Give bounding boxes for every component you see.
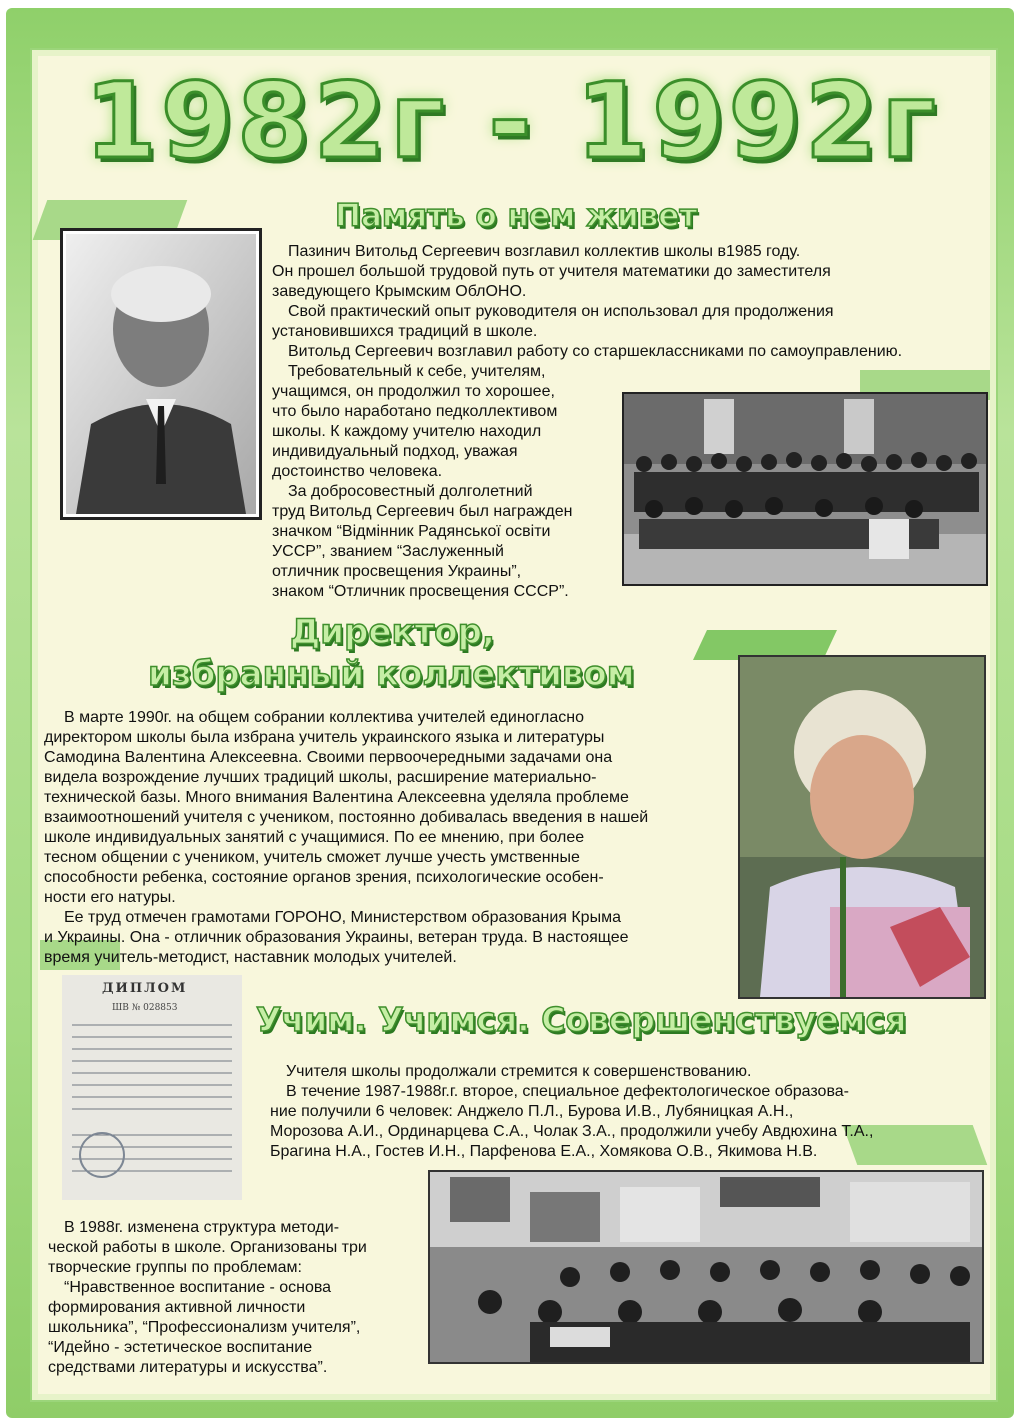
page-title: 1982г - 1992г xyxy=(84,60,940,182)
paragraph: Требовательный к себе, учителям, xyxy=(288,363,546,380)
paragraph: и Украины. Она - отличник образования Украины, ветеран труда. В настоящее xyxy=(44,929,629,946)
paragraph: значком “Відмінник Радянської освіти xyxy=(272,523,551,540)
paragraph: Витольд Сергеевич возглавил работу со старшеклассниками по самоуправлению. xyxy=(288,343,903,360)
paragraph: директором школы была избрана учитель украинского языка и литературы xyxy=(44,729,605,746)
paragraph: Самодина Валентина Алексеевна. Своими первоочередными задачами она xyxy=(44,749,613,766)
section1-text-narrow xyxy=(272,362,617,602)
paragraph: творческие группы по проблемам: xyxy=(48,1259,302,1276)
paragraph: индивидуальный подход, уважая xyxy=(272,443,518,460)
section2-heading-line2: избранный коллективом xyxy=(148,654,635,694)
diploma-image xyxy=(62,975,242,1200)
paragraph: “Идейно - эстетическое воспитание xyxy=(48,1339,313,1356)
paragraph: знаком “Отличник просвещения СССР”. xyxy=(272,583,569,600)
section3-text-top xyxy=(270,1062,980,1162)
paragraph: Морозова А.И., Ординарцева С.А., Чолак З.А., продолжили учебу Авдюхина Т.А., xyxy=(270,1123,874,1140)
section2-text xyxy=(44,708,734,968)
section3-heading: Учим. Учимся. Совершенствуемся xyxy=(256,1000,907,1039)
paragraph: Ее труд отмечен грамотами ГОРОНО, Министерством образования Крыма xyxy=(64,909,621,926)
paragraph: тесном общении с учеником, учитель сможет лучше учесть умственные xyxy=(44,849,580,866)
paragraph: школе индивидуальных занятий с учащимися. По ее мнению, при более xyxy=(44,829,585,846)
paragraph: способности ребенка, состояние органов зрения, психологические особен- xyxy=(44,869,604,886)
paragraph: что было наработано педколлективом xyxy=(272,403,558,420)
paragraph: учащимся, он продолжил то хорошее, xyxy=(272,383,555,400)
section2-heading-line1: Директор, xyxy=(290,612,495,652)
paragraph: Брагина Н.А., Гостев И.Н., Парфенова Е.А., Хомякова О.В., Якимова Н.В. xyxy=(270,1143,818,1160)
classroom-photo xyxy=(428,1170,984,1364)
paragraph: В марте 1990г. на общем собрании коллектива учителей единогласно xyxy=(64,709,585,726)
paragraph: взаимоотношений учителя с учеником, постоянно добивалась введения в нашей xyxy=(44,809,649,826)
paragraph: Пазинич Витольд Сергеевич возглавил коллектив школы в1985 году. xyxy=(288,243,801,260)
section1-heading: Память о нем живет xyxy=(335,198,698,234)
paragraph: установившихся традиций в школе. xyxy=(272,323,538,340)
portrait-photo-woman xyxy=(738,655,986,999)
paragraph: технической базы. Много внимания Валентина Алексеевна уделяла проблеме xyxy=(44,789,629,806)
paragraph: В течение 1987-1988г.г. второе, специальное дефектологическое образова- xyxy=(286,1083,849,1100)
paragraph: В 1988г. изменена структура методи- xyxy=(64,1219,340,1236)
diploma-number: ШВ № 028853 xyxy=(112,1003,178,1013)
paragraph: За добросовестный долголетний xyxy=(288,483,533,500)
paragraph: видела возрождение лучших традиций школы, расширение материально- xyxy=(44,769,597,786)
paragraph: отличник просвещения Украины”, xyxy=(272,563,522,580)
paragraph: Свой практический опыт руководителя он использовал для продолжения xyxy=(288,303,834,320)
paragraph: школы. К каждому учителю находил xyxy=(272,423,542,440)
paragraph: время учитель-методист, наставник молодых учителей. xyxy=(44,949,457,966)
paragraph: труд Витольд Сергеевич был награжден xyxy=(272,503,573,520)
paragraph: ние получили 6 человек: Анджело П.Л., Бурова И.В., Лубяницкая А.Н., xyxy=(270,1103,794,1120)
paragraph: ческой работы в школе. Организованы три xyxy=(48,1239,367,1256)
paragraph: Он прошел большой трудовой путь от учителя математики до заместителя xyxy=(272,263,831,280)
paragraph: средствами литературы и искусства”. xyxy=(48,1359,328,1376)
paragraph: школьника”, “Профессионализм учителя”, xyxy=(48,1319,361,1336)
paragraph: УССР”, званием “Заслуженный xyxy=(272,543,504,560)
portrait-photo-man xyxy=(60,228,262,520)
section1-text-wide xyxy=(272,242,992,362)
section3-text-bottom xyxy=(48,1218,428,1378)
group-photo-students xyxy=(622,392,988,586)
diploma-title: ДИПЛОМ xyxy=(102,981,188,996)
paragraph: Учителя школы продолжали стремится к совершенствованию. xyxy=(286,1063,752,1080)
paragraph: формирования активной личности xyxy=(48,1299,306,1316)
paragraph: ности его натуры. xyxy=(44,889,176,906)
paragraph: заведующего Крымским ОблОНО. xyxy=(272,283,527,300)
paragraph: “Нравственное воспитание - основа xyxy=(64,1279,332,1296)
paragraph: достоинство человека. xyxy=(272,463,443,480)
